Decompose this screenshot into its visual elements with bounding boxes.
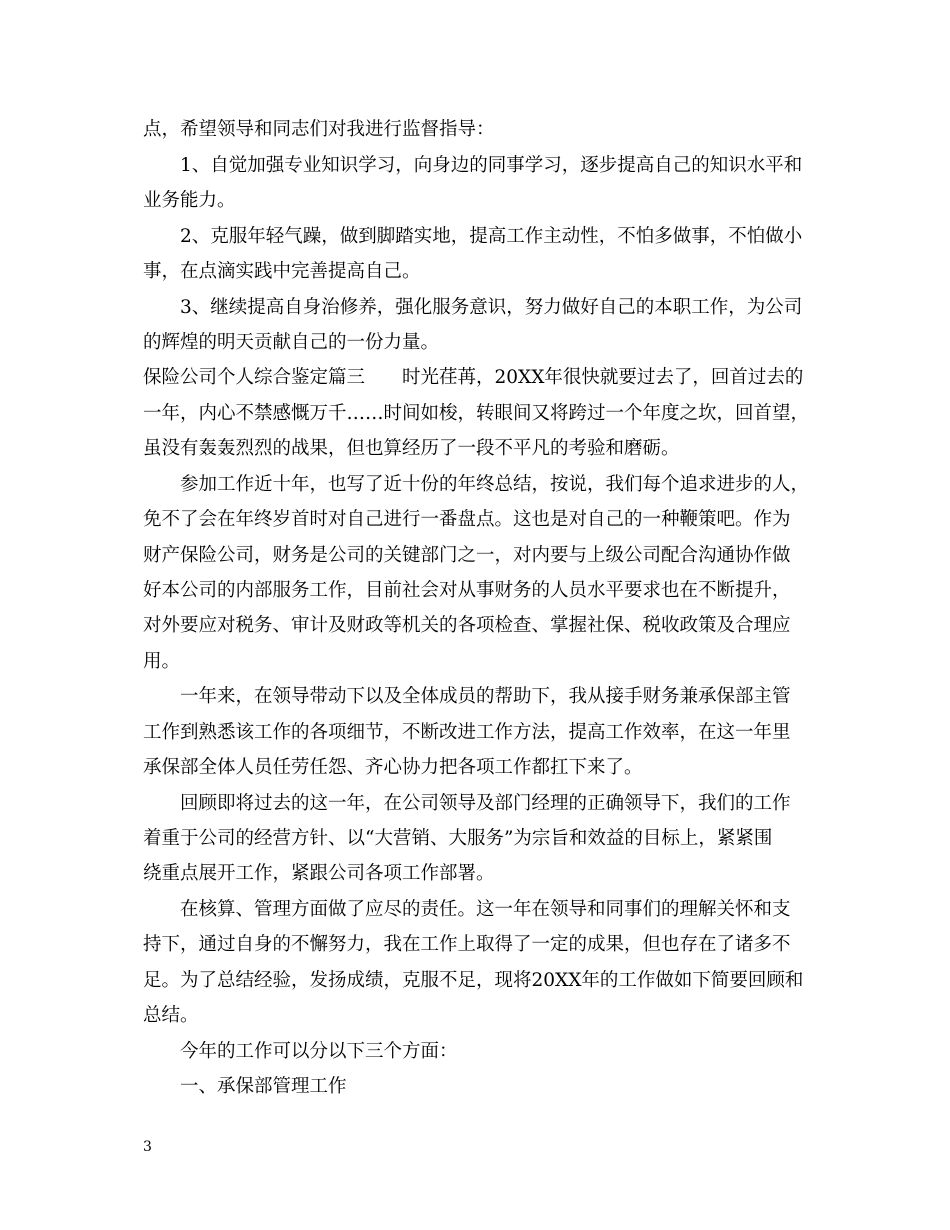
text-line: 持下，通过自身的不懈努力，我在工作上取得了一定的成果，但也存在了诸多不	[143, 934, 791, 955]
text-line: 回顾即将过去的这一年，在公司领导及部门经理的正确领导下，我们的工作	[180, 793, 791, 814]
text-line: 一年，内心不禁感慨万千……时间如梭，转眼间又将跨过一个年度之坎，回首望，	[143, 403, 810, 424]
text-line: 对外要应对税务、审计及财政等机关的各项检查、掌握社保、税收政策及合理应	[143, 615, 791, 636]
text-line: 承保部全体人员任劳任怨、齐心协力把各项工作都扛下来了。	[143, 757, 643, 778]
section-heading-line: 保险公司个人综合鉴定篇三 时光荏苒，20XX年很快就要过去了，回首过去的	[143, 367, 804, 388]
text-line: 免不了会在年终岁首时对自己进行一番盘点。这也是对自己的一种鞭策吧。作为	[143, 509, 791, 530]
text-line: 在核算、管理方面做了应尽的责任。这一年在领导和同事们的理解关怀和支	[180, 899, 791, 920]
text-line: 2、克服年轻气躁，做到脚踏实地，提高工作主动性，不怕多做事，不怕做小	[180, 226, 803, 247]
text-line: 一年来，在领导带动下以及全体成员的帮助下，我从接手财务兼承保部主管	[180, 686, 791, 707]
text-line: 今年的工作可以分以下三个方面：	[180, 1041, 458, 1062]
page-number: 3	[143, 1139, 152, 1155]
text-line: 业务能力。	[143, 190, 236, 211]
text-line: 点，希望领导和同志们对我进行监督指导：	[143, 119, 495, 140]
text-line: 着重于公司的经营方针、以“大营销、大服务”为宗旨和效益的目标上，紧紧围	[143, 828, 773, 849]
text-line: 工作到熟悉该工作的各项细节，不断改进工作方法，提高工作效率，在这一年里	[143, 722, 791, 743]
text-line: 好本公司的内部服务工作，目前社会对从事财务的人员水平要求也在不断提升，	[143, 580, 791, 601]
text-line: 参加工作近十年，也写了近十份的年终总结，按说，我们每个追求进步的人，	[180, 474, 810, 495]
text-line: 3、继续提高自身治修养，强化服务意识，努力做好自己的本职工作，为公司	[180, 297, 803, 318]
text-line: 足。为了总结经验，发扬成绩，克服不足，现将20XX年的工作做如下简要回顾和	[143, 970, 804, 991]
text-line: 一、承保部管理工作	[180, 1076, 347, 1097]
text-line: 事，在点滴实践中完善提高自己。	[143, 261, 421, 282]
text-line: 虽没有轰轰烈烈的战果，但也算经历了一段不平凡的考验和磨砺。	[143, 438, 680, 459]
text-line: 绕重点展开工作，紧跟公司各项工作部署。	[143, 863, 495, 884]
text-line: 总结。	[143, 1005, 199, 1026]
text-line: 的辉煌的明天贡献自己的一份力量。	[143, 332, 440, 353]
text-line: 1、自觉加强专业知识学习，向身边的同事学习，逐步提高自己的知识水平和	[180, 155, 803, 176]
text-line: 财产保险公司，财务是公司的关键部门之一，对内要与上级公司配合沟通协作做	[143, 545, 791, 566]
text-line: 用。	[143, 651, 181, 672]
